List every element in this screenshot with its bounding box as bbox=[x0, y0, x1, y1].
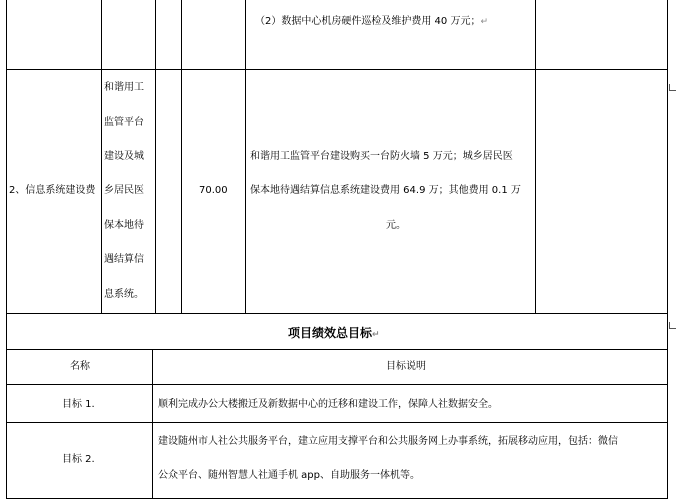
subitem-line: 乡居民医 bbox=[104, 185, 144, 196]
row-end-mark bbox=[669, 322, 676, 329]
row2-amount bbox=[199, 185, 228, 197]
row2-content-text: 和谐用工监管平台建设购买一台防火墙 5 万元；城乡居民医 bbox=[250, 151, 513, 162]
target2-desc-text: 建设随州市人社公共服务平台，建立应用支撑平台和公共服务网上办事系统，拓展移动应用，包括：微信 bbox=[158, 436, 618, 447]
table-border-row1-bottom bbox=[6, 69, 668, 70]
cell-end-mark: ↵ bbox=[480, 17, 488, 27]
row1-content-text: （2）数据中心机房硬件巡检及维护费用 40 万元； bbox=[255, 16, 481, 27]
row-end-mark bbox=[669, 84, 676, 91]
table-border-right bbox=[667, 0, 668, 499]
header-name-text: 名称 bbox=[70, 361, 90, 372]
table-border-title-bottom bbox=[6, 349, 668, 350]
performance-title-text: 项目绩效总目标 bbox=[288, 326, 373, 340]
target2-desc-line2 bbox=[158, 470, 420, 482]
subitem-line: 遇结算信 bbox=[104, 254, 144, 265]
table-border-target-divider bbox=[152, 349, 153, 499]
row2-content-line1 bbox=[250, 151, 513, 163]
target2-desc-line1 bbox=[158, 436, 618, 448]
target2-name-text: 目标 2. bbox=[62, 454, 95, 465]
target1-name-text: 目标 1. bbox=[62, 399, 95, 410]
table-border-col5 bbox=[245, 0, 246, 313]
table-border-col6 bbox=[535, 0, 536, 313]
row2-label-text: 2、信息系统建设费 bbox=[9, 185, 96, 196]
row2-content-text: 保本地待遇结算信息系统建设费用 64.9 万；其他费用 0.1 万 bbox=[250, 185, 521, 196]
table-border-col3 bbox=[155, 0, 156, 313]
table-border-col2 bbox=[101, 0, 102, 313]
row2-content-text: 元。 bbox=[386, 220, 406, 231]
performance-title bbox=[288, 324, 380, 341]
subitem-line: 息系统。 bbox=[104, 289, 144, 300]
table-border-col4 bbox=[181, 0, 182, 313]
subitem-line: 监管平台 bbox=[104, 117, 144, 128]
table-border-target1-bottom bbox=[6, 422, 668, 423]
target1-desc bbox=[158, 399, 498, 411]
target2-desc-text: 公众平台、随州智慧人社通手机 app、自助服务一体机等。 bbox=[158, 470, 421, 481]
paragraph-mark: ↵ bbox=[372, 330, 380, 340]
header-name bbox=[70, 361, 90, 373]
subitem-line: 建设及城 bbox=[104, 151, 144, 162]
target1-name bbox=[62, 399, 95, 411]
row2-content-line3 bbox=[386, 220, 406, 232]
row2-amount-text: 70.00 bbox=[199, 185, 228, 196]
subitem-line: 保本地待 bbox=[104, 220, 144, 231]
row1-content bbox=[255, 16, 488, 28]
header-desc-text: 目标说明 bbox=[386, 361, 426, 372]
target2-name bbox=[62, 454, 95, 466]
row2-label bbox=[9, 185, 95, 197]
table-border-row2-bottom bbox=[6, 313, 668, 314]
subitem-line: 和谐用工 bbox=[104, 82, 144, 93]
header-desc bbox=[386, 361, 426, 373]
table-border-left bbox=[6, 0, 7, 499]
table-border-header-bottom bbox=[6, 384, 668, 385]
row2-content-line2 bbox=[250, 185, 521, 197]
target1-desc-text: 顺利完成办公大楼搬迁及新数据中心的迁移和建设工作，保障人社数据安全。 bbox=[158, 399, 498, 410]
